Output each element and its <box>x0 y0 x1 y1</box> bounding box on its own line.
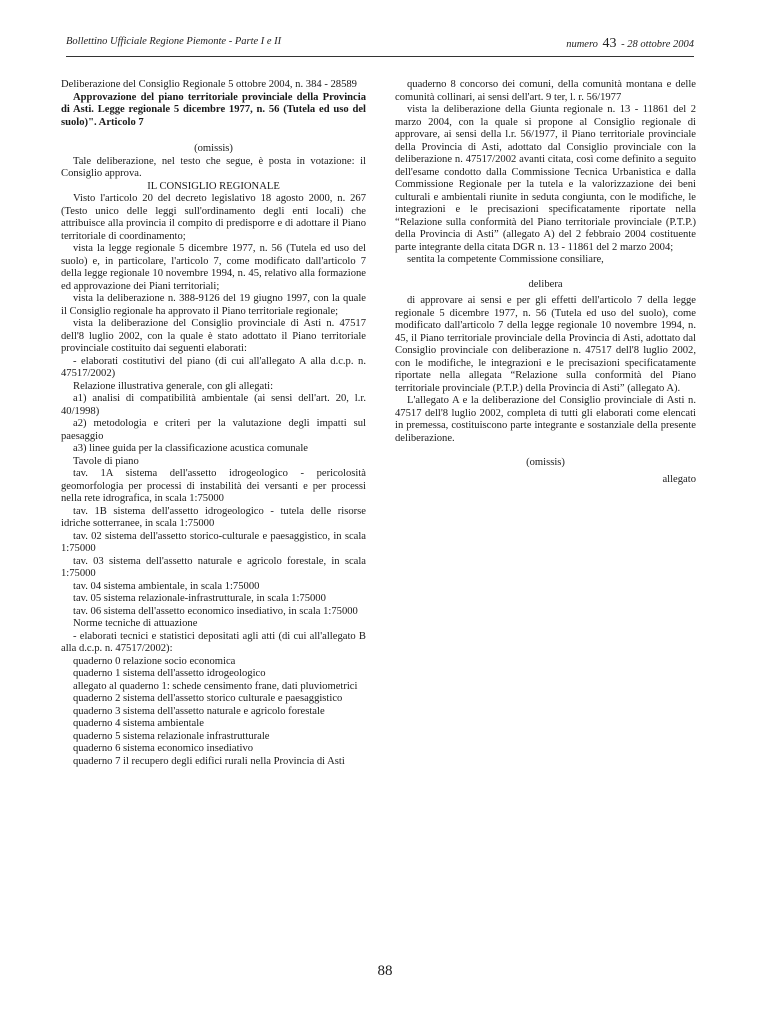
page-header <box>66 36 694 52</box>
body-paragraph: tav. 06 sistema dell'assetto economico insediativo, in scala 1:75000 <box>73 605 358 617</box>
deliberation-reference: Deliberazione del Consiglio Regionale 5 ottobre 2004, n. 384 - 28589 <box>61 79 357 90</box>
left-column <box>61 79 366 768</box>
body-paragraph: tav. 1A sistema dell'assetto idrogeologico - pericolosità geomorfologia per processi di instabilità dei versanti e per processi nella rete idrografica, in scala 1:75000 <box>61 468 366 504</box>
body-paragraph: vista la deliberazione del Consiglio provinciale di Asti n. 47517 dell'8 luglio 2002, con la quale è stato adottato il Piano territoriale provinciale costituito dai seguenti elaborati: <box>61 318 366 354</box>
council-heading: IL CONSIGLIO REGIONALE <box>147 180 280 192</box>
body-paragraph: di approvare ai sensi e per gli effetti dell'articolo 7 della legge regionale 5 dicembre 1977, n. 56 (Tutela ed uso del suolo), come modificato dall'articolo 7 della legge regionale 10 novembre 1994, n. 45, il Piano territoriale provinciale della Provincia di Asti, adottato dal Consiglio provinciale con deliberazione n. 47517 dell'8 luglio 2002, con le modifiche, le integrazioni e le precisazioni specificatamente riportate nella allegata “Relazione sulla conformità del Piano territoriale provinciale (P.T.P.) della Provincia di Asti” (allegato A). <box>395 295 696 394</box>
body-paragraph: a3) linee guida per la classificazione acustica comunale <box>73 443 309 454</box>
body-paragraph: quaderno 3 sistema dell'assetto naturale e agricolo forestale <box>73 705 325 717</box>
issue-info <box>566 36 694 52</box>
omissis-right: (omissis) <box>526 457 565 468</box>
body-paragraph: quaderno 7 il recupero degli edifici rurali nella Provincia di Asti <box>73 755 345 767</box>
issue-number-label: numero <box>566 39 598 50</box>
intro-paragraph: Tale deliberazione, nel testo che segue, è posta in votazione: il Consiglio approva. <box>61 155 366 179</box>
body-paragraph: quaderno 6 sistema economico insediativo <box>73 743 254 754</box>
body-paragraph: tav. 1B sistema dell'assetto idrogeologico - tutela delle risorse idriche sotterranee, in scala 1:75000 <box>61 505 366 529</box>
body-paragraph: Visto l'articolo 20 del decreto legislativo 18 agosto 2000, n. 267 (Testo unico delle leggi sull'ordinamento degli enti locali) che attribuisce alla provincia il compito di predisporre e di adottare il Piano territoriale di coordinamento; <box>61 193 366 242</box>
body-paragraph: Tavole di piano <box>73 455 139 467</box>
deliberation-title: Approvazione del piano territoriale provinciale della Provincia di Asti. Legge regionale 5 dicembre 1977, n. 56 (Tutela ed uso del suolo)". Articolo 7 <box>61 91 366 128</box>
body-paragraph: L'allegato A e la deliberazione del Consiglio provinciale di Asti n. 47517 dell'8 luglio 2002, completa di tutti gli elaborati come elencati in premessa, costituiscono parte integrante e sostanziale della presente deliberazione. <box>395 395 696 444</box>
body-paragraph: quaderno 4 sistema ambientale <box>73 718 204 729</box>
body-paragraph: allegato al quaderno 1: schede censimento frane, dati pluviometrici <box>73 680 358 692</box>
omissis-left: (omissis) <box>194 143 233 154</box>
body-paragraph: tav. 02 sistema dell'assetto storico-culturale e paesaggistico, in scala 1:75000 <box>61 530 366 554</box>
header-rule <box>66 56 694 57</box>
body-paragraph: tav. 03 sistema dell'assetto naturale e agricolo forestale, in scala 1:75000 <box>61 555 366 579</box>
body-paragraph: Relazione illustrativa generale, con gli allegati: <box>73 380 274 392</box>
body-paragraph: tav. 04 sistema ambientale, in scala 1:75000 <box>73 580 260 592</box>
body-paragraph: quaderno 8 concorso dei comuni, della comunità montana e delle comunità collinari, ai sensi dell'art. 9 ter, l. r. 56/1977 <box>395 79 696 103</box>
body-paragraph: a2) metodologia e criteri per la valutazione degli impatti sul paesaggio <box>61 418 366 442</box>
issue-number: 43 <box>602 36 617 51</box>
body-paragraph: vista la legge regionale 5 dicembre 1977, n. 56 (Tutela ed uso del suolo) e, in particolare, l'articolo 7, come modificato dall'articolo 7 della legge regionale 10 novembre 1994, n. 45, relativo alla formazione ed approvazione dei Piani territoriali; <box>61 243 366 292</box>
body-paragraph: a1) analisi di compatibilità ambientale (ai sensi dell'art. 20, l.r. 40/1998) <box>61 393 366 417</box>
left-paragraphs <box>61 193 366 768</box>
spacer <box>395 445 696 457</box>
page-number: 88 <box>377 963 393 979</box>
body-paragraph: - elaborati costitutivi del piano (di cui all'allegato A alla d.c.p. n. 47517/2002) <box>61 355 366 379</box>
right-paragraphs-bottom <box>395 295 696 445</box>
issue-date: - 28 ottobre 2004 <box>621 39 694 50</box>
body-paragraph: quaderno 5 sistema relazionale infrastrutturale <box>73 730 270 742</box>
body-paragraph: quaderno 0 relazione socio economica <box>73 655 236 667</box>
right-column <box>395 79 696 486</box>
spacer <box>395 267 696 279</box>
allegato-label: allegato <box>662 473 696 485</box>
body-paragraph: vista la deliberazione n. 388-9126 del 19 giugno 1997, con la quale il Consiglio regionale ha approvato il Piano territoriale regionale; <box>61 293 366 317</box>
body-paragraph: Norme tecniche di attuazione <box>73 618 198 629</box>
body-paragraph: quaderno 2 sistema dell'assetto storico culturale e paesaggistico <box>73 693 343 704</box>
right-paragraphs-top <box>395 79 696 267</box>
body-paragraph: sentita la competente Commissione consiliare, <box>407 254 604 265</box>
body-paragraph: vista la deliberazione della Giunta regionale n. 13 - 11861 del 2 marzo 2004, con la quale si propone al Consiglio regionale di approvare, ai sensi della l.r. 56/1977, il Piano territoriale provinciale della Provincia di Asti, adottato dal Consiglio provinciale con la deliberazione n. 47517/2002 avanti citata, così come definito a seguito dell'esame condotto dalla Commissione Tecnica Urbanistica e dalla Commissione Regionale per la tutela e la valorizzazione dei beni culturali e ambientali riunite in seduta congiunta, con le modifiche, le integrazioni e le precisazioni specificatamente riportate nella “Relazione sulla conformità del Piano territoriale provinciale (P.T.P.) della Provincia di Asti” (allegato A) del 2 febbraio 2004 costituente parte integrante della citata DGR n. 13 - 11861 del 2 marzo 2004; <box>395 104 696 253</box>
body-paragraph: tav. 05 sistema relazionale-infrastrutturale, in scala 1:75000 <box>73 593 326 604</box>
spacer <box>61 129 366 143</box>
body-paragraph: quaderno 1 sistema dell'assetto idrogeologico <box>73 668 266 679</box>
delibera-heading: delibera <box>528 278 563 290</box>
body-paragraph: - elaborati tecnici e statistici depositati agli atti (di cui all'allegato B alla d.c.p. n. 47517/2002): <box>61 630 366 654</box>
publication-title: Bollettino Ufficiale Regione Piemonte - Parte I e II <box>66 36 282 47</box>
